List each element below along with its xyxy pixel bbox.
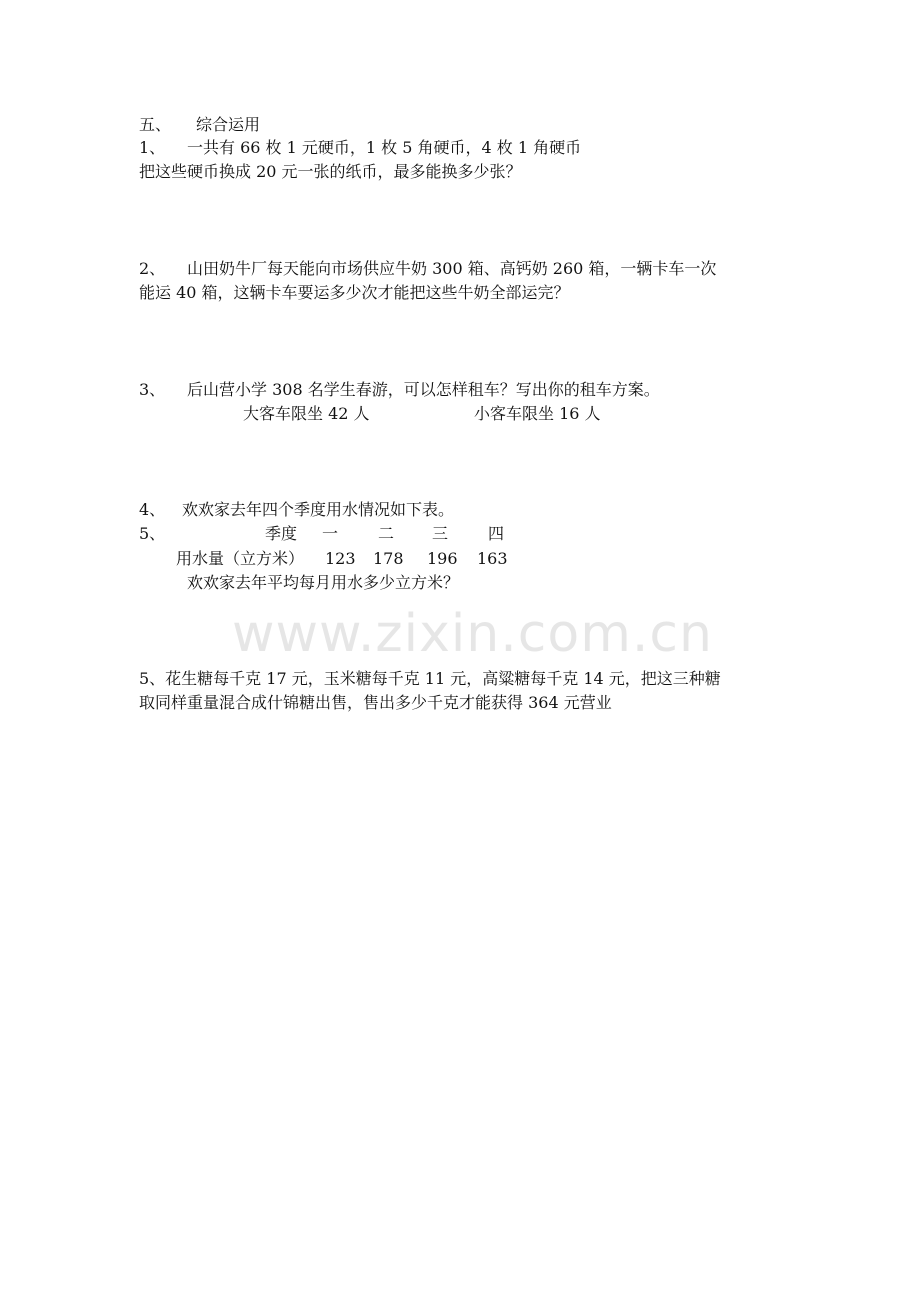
q3-big-bus: 大客车限坐 42 人	[243, 404, 370, 423]
q3-small-bus: 小客车限坐 16 人	[474, 404, 601, 423]
table-value-4: 163	[477, 549, 508, 568]
q3-number: 3、	[139, 380, 166, 399]
section-number: 五、	[139, 115, 172, 134]
table-quarter-1: 一	[322, 524, 339, 543]
q2-line2: 能运 40 箱，这辆卡车要运多少次才能把这些牛奶全部运完？	[139, 283, 570, 302]
table-value-3: 196	[427, 549, 458, 568]
q3-line1: 后山营小学 308 名学生春游，可以怎样租车？写出你的租车方案。	[187, 380, 660, 399]
q5-line2: 取同样重量混合成什锦糖出售，售出多少千克才能获得 364 元营业	[139, 693, 612, 712]
q5-line1: 5、花生糖每千克 17 元，玉米糖每千克 11 元，高粱糖每千克 14 元，把这三种糖	[139, 669, 721, 688]
table-quarter-2: 二	[378, 524, 395, 543]
table-value-1: 123	[325, 549, 356, 568]
q2-line1: 山田奶牛厂每天能向市场供应牛奶 300 箱、高钙奶 260 箱，一辆卡车一次	[187, 259, 717, 278]
q1-number: 1、	[139, 138, 166, 157]
table-header-label: 季度	[265, 524, 298, 543]
section-title: 综合运用	[196, 115, 261, 134]
q1-line1: 一共有 66 枚 1 元硬币，1 枚 5 角硬币，4 枚 1 角硬币	[187, 138, 582, 157]
table-quarter-3: 三	[432, 524, 449, 543]
q4-line1: 欢欢家去年四个季度用水情况如下表。	[182, 500, 455, 519]
table-quarter-4: 四	[488, 524, 505, 543]
watermark: www.zixin.com.cn	[232, 604, 713, 664]
table-value-2: 178	[373, 549, 404, 568]
q1-line2: 把这些硬币换成 20 元一张的纸币，最多能换多少张？	[139, 162, 522, 181]
table-row-label: 用水量（立方米）	[176, 549, 305, 568]
q4-number: 4、	[139, 500, 166, 519]
q4-question: 欢欢家去年平均每月用水多少立方米？	[187, 573, 460, 592]
q4-number-2: 5、	[139, 524, 166, 543]
q2-number: 2、	[139, 259, 166, 278]
